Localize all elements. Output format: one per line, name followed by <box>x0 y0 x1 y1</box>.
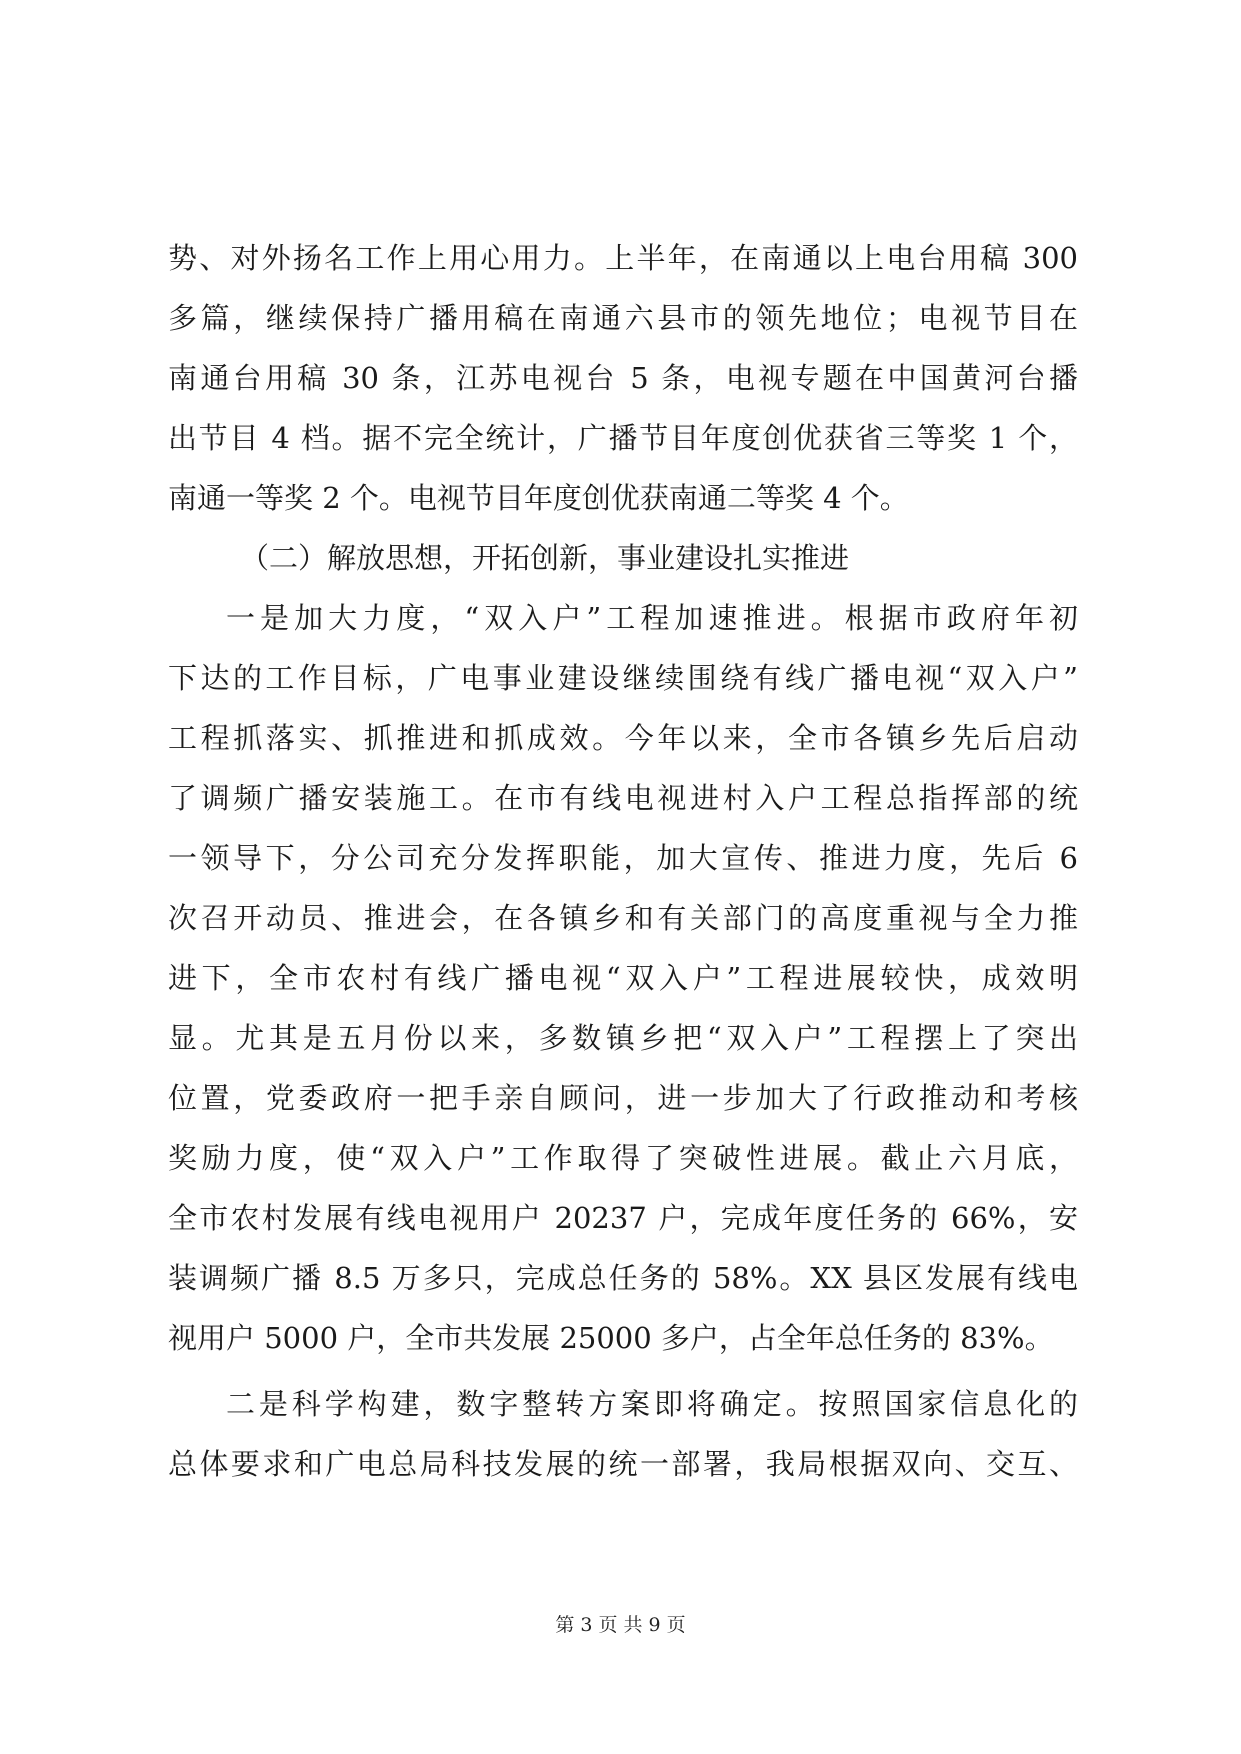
text-line: 一领导下，分公司充分发挥职能，加大宣传、推进力度，先后 6 <box>168 841 1078 875</box>
text-line: 了调频广播安装施工。在市有线电视进村入户工程总指挥部的统 <box>168 781 1078 815</box>
paragraph-1 <box>168 228 1078 528</box>
text-line: 南通台用稿 30 条，江苏电视台 5 条，电视专题在中国黄河台播 <box>168 361 1078 395</box>
text-line: 总体要求和广电总局科技发展的统一部署，我局根据双向、交互、 <box>168 1447 1078 1481</box>
text-line: 多篇，继续保持广播用稿在南通六县市的领先地位；电视节目在 <box>168 301 1078 335</box>
text-line: 视用户 5000 户，全市共发展 25000 多户，占全年总任务的 83%。 <box>168 1321 1054 1355</box>
text-line: 下达的工作目标，广电事业建设继续围绕有线广播电视“双入户” <box>168 661 1078 695</box>
text-line: 全市农村发展有线电视用户 20237 户，完成年度任务的 66%，安 <box>168 1201 1078 1235</box>
text-line: 二是科学构建，数字整转方案即将确定。按照国家信息化的 <box>226 1387 1078 1421</box>
text-line: 位置，党委政府一把手亲自顾问，进一步加大了行政推动和考核 <box>168 1081 1078 1115</box>
text-line: 势、对外扬名工作上用心用力。上半年，在南通以上电台用稿 300 <box>168 241 1078 275</box>
text-line: 显。尤其是五月份以来，多数镇乡把“双入户”工程摆上了突出 <box>168 1021 1078 1055</box>
text-line: 一是加大力度，“双入户”工程加速推进。根据市政府年初 <box>226 601 1078 635</box>
text-line: 装调频广播 8.5 万多只，完成总任务的 58%。XX 县区发展有线电 <box>168 1261 1078 1295</box>
text-line: 奖励力度，使“双入户”工作取得了突破性进展。截止六月底， <box>168 1141 1078 1175</box>
document-body <box>168 228 1078 1494</box>
paragraph-2 <box>168 588 1078 1368</box>
section-heading: （二）解放思想，开拓创新，事业建设扎实推进 <box>240 541 850 575</box>
text-line: 次召开动员、推进会，在各镇乡和有关部门的高度重视与全力推 <box>168 901 1078 935</box>
text-line: 出节目 4 档。据不完全统计，广播节目年度创优获省三等奖 1 个， <box>168 421 1078 455</box>
text-line: 工程抓落实、抓推进和抓成效。今年以来，全市各镇乡先后启动 <box>168 721 1078 755</box>
text-line: 进下，全市农村有线广播电视“双入户”工程进展较快，成效明 <box>168 961 1078 995</box>
page-number-footer: 第 3 页 共 9 页 <box>555 1614 686 1636</box>
paragraph-3 <box>168 1374 1078 1494</box>
text-line: 南通一等奖 2 个。电视节目年度创优获南通二等奖 4 个。 <box>168 481 909 515</box>
